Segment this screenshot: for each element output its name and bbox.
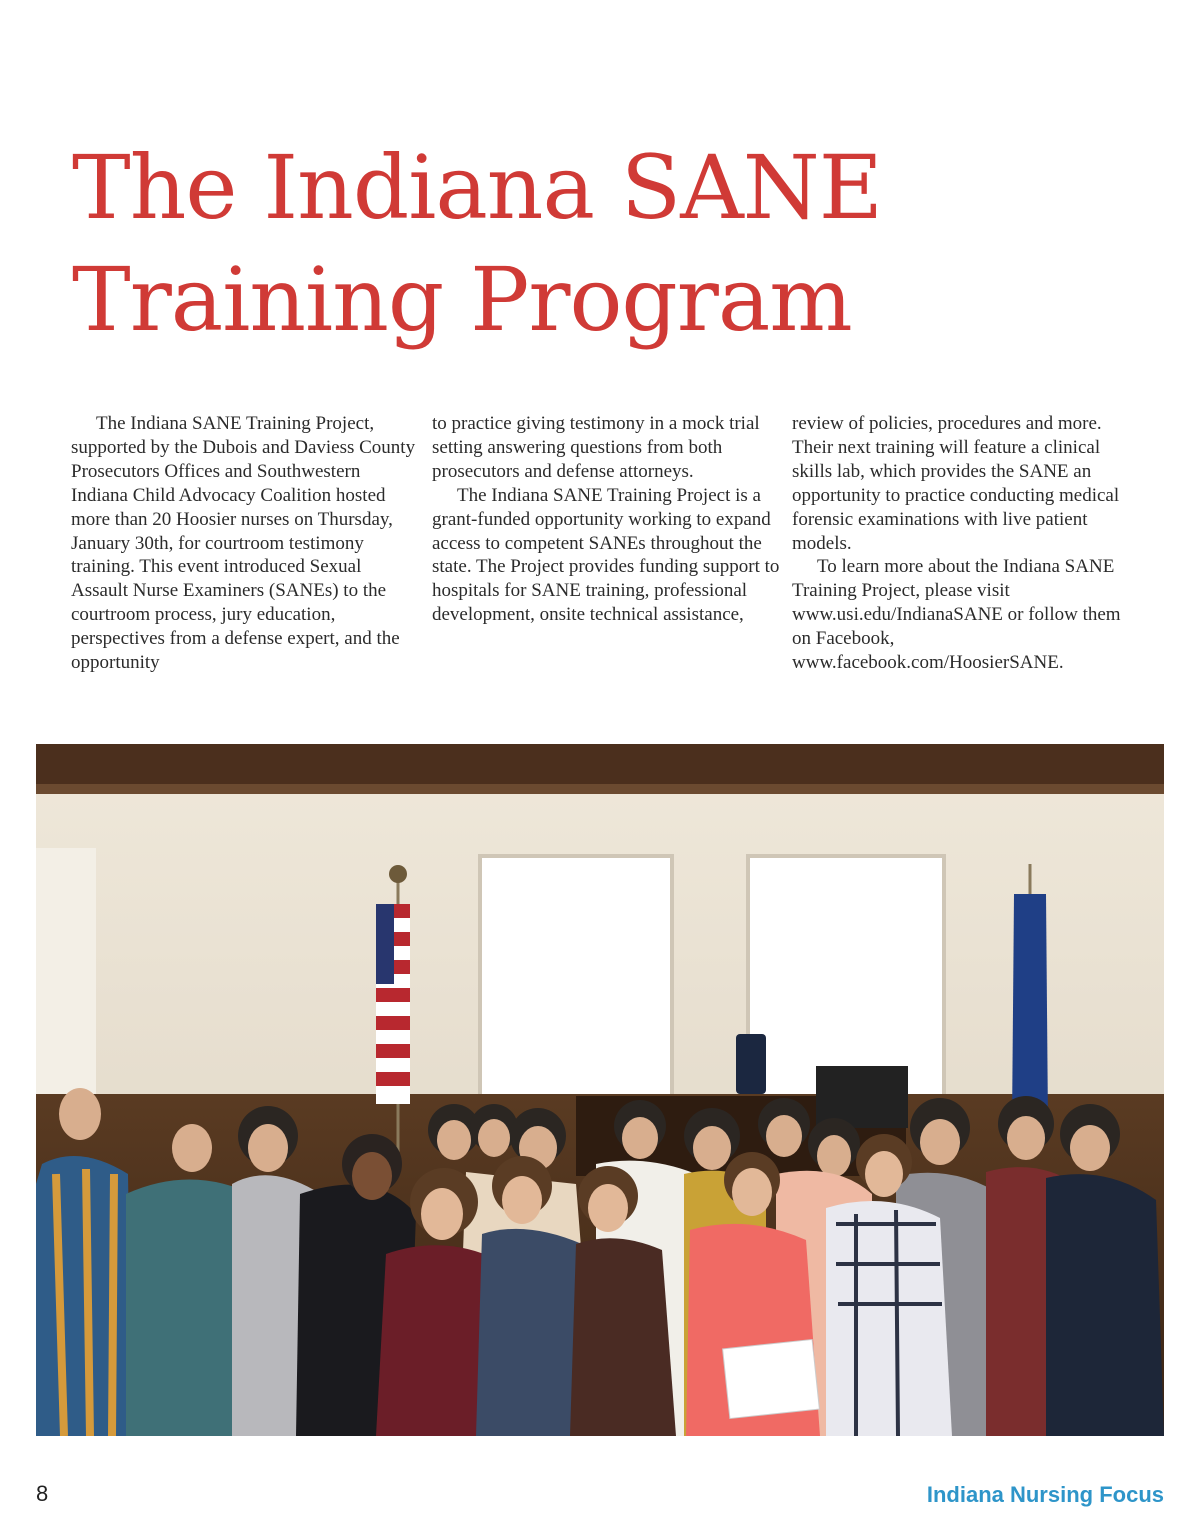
publication-name: Indiana Nursing Focus — [926, 1482, 1164, 1507]
group-photo — [36, 744, 1164, 1436]
paragraph: To learn more about the Indiana SANE Training Project, please visit www.usi.edu/IndianaSANE or follow them on Facebook, www.facebook.com/HoosierSANE. — [792, 556, 1121, 674]
text-column-3 — [792, 412, 1142, 675]
text-column-1 — [71, 412, 421, 675]
paragraph: review of policies, procedures and more. Their next training will feature a clinical skills lab, which provides the SANE an opportunity to practice conducting medical forensic examinations with live patient models. — [792, 413, 1120, 554]
paragraph: The Indiana SANE Training Project is a grant-funded opportunity working to expand access to competent SANEs throughout the state. The Project provides funding support to hospitals for SANE training, professional development, onsite technical assistance, — [432, 484, 780, 626]
paragraph: to practice giving testimony in a mock trial setting answering questions from both prosecutors and defense attorneys. — [432, 413, 760, 482]
page-number: 8 — [36, 1481, 49, 1506]
paragraph: The Indiana SANE Training Project, supported by the Dubois and Daviess County Prosecutors Offices and Southwestern Indiana Child Advocacy Coalition hosted more than 20 Hoosier nurses on Thursday, January 30th, for courtroom testimony training. This event introduced Sexual Assault Nurse Examiners (SANEs) to the courtroom process, jury education, perspectives from a defense expert, and the opportunity — [71, 413, 416, 674]
title-line-2: Training Program — [72, 248, 852, 351]
title-line-1: The Indiana SANE — [72, 136, 882, 239]
text-column-2 — [432, 412, 782, 627]
article-title — [72, 132, 1152, 356]
